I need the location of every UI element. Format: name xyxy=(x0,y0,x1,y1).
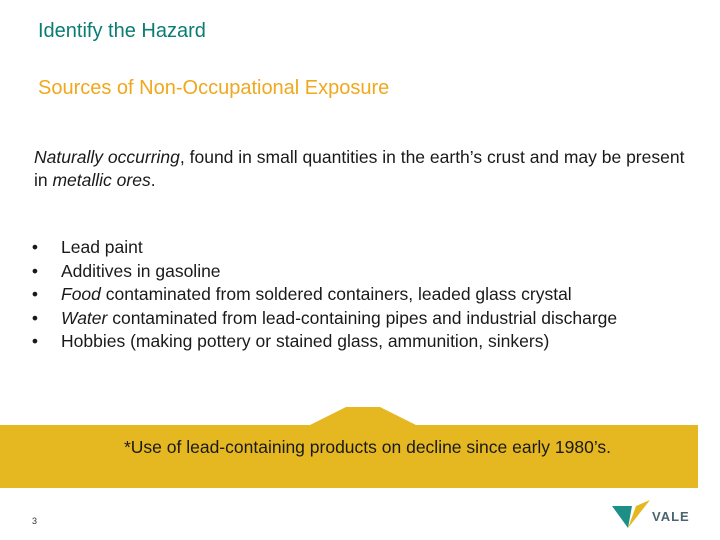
callout-note: *Use of lead-containing products on decline since early 1980’s. xyxy=(123,437,612,457)
list-item xyxy=(30,330,670,354)
bullet-icon: • xyxy=(31,284,39,304)
bullet-icon: • xyxy=(31,260,39,281)
list-item-text: contaminated from lead-containing pipes and industrial discharge xyxy=(107,307,618,328)
slide-title: Identify the Hazard xyxy=(38,20,206,42)
intro-paragraph xyxy=(34,146,694,192)
list-item-text: contaminated from soldered containers, leaded glass crystal xyxy=(100,284,572,304)
intro-text-2: . xyxy=(150,170,156,190)
list-item xyxy=(30,283,670,307)
intro-emphasis-1: Naturally occurring xyxy=(34,147,180,167)
callout-notch xyxy=(308,407,418,426)
list-item-text: Hobbies (making pottery or stained glass, ammunition, sinkers) xyxy=(61,331,550,351)
intro-emphasis-2: metallic ores xyxy=(52,170,151,190)
bullet-icon: • xyxy=(31,331,39,351)
list-item xyxy=(30,236,670,260)
list-item-emphasis: Food xyxy=(61,284,101,304)
bullet-icon: • xyxy=(31,307,39,328)
list-item xyxy=(30,307,670,331)
exposure-source-list xyxy=(30,236,670,354)
list-item-emphasis: Water xyxy=(61,307,108,328)
page-number: 3 xyxy=(32,516,38,526)
logo-wordmark: VALE xyxy=(652,509,690,524)
bullet-icon: • xyxy=(31,237,39,257)
list-item-text: Additives in gasoline xyxy=(61,260,221,281)
slide-subtitle: Sources of Non-Occupational Exposure xyxy=(38,77,390,99)
list-item-text: Lead paint xyxy=(61,237,143,257)
list-item xyxy=(30,260,670,284)
intro-text-1: , found in small quantities in the earth’s crust and may be present in xyxy=(34,147,685,190)
